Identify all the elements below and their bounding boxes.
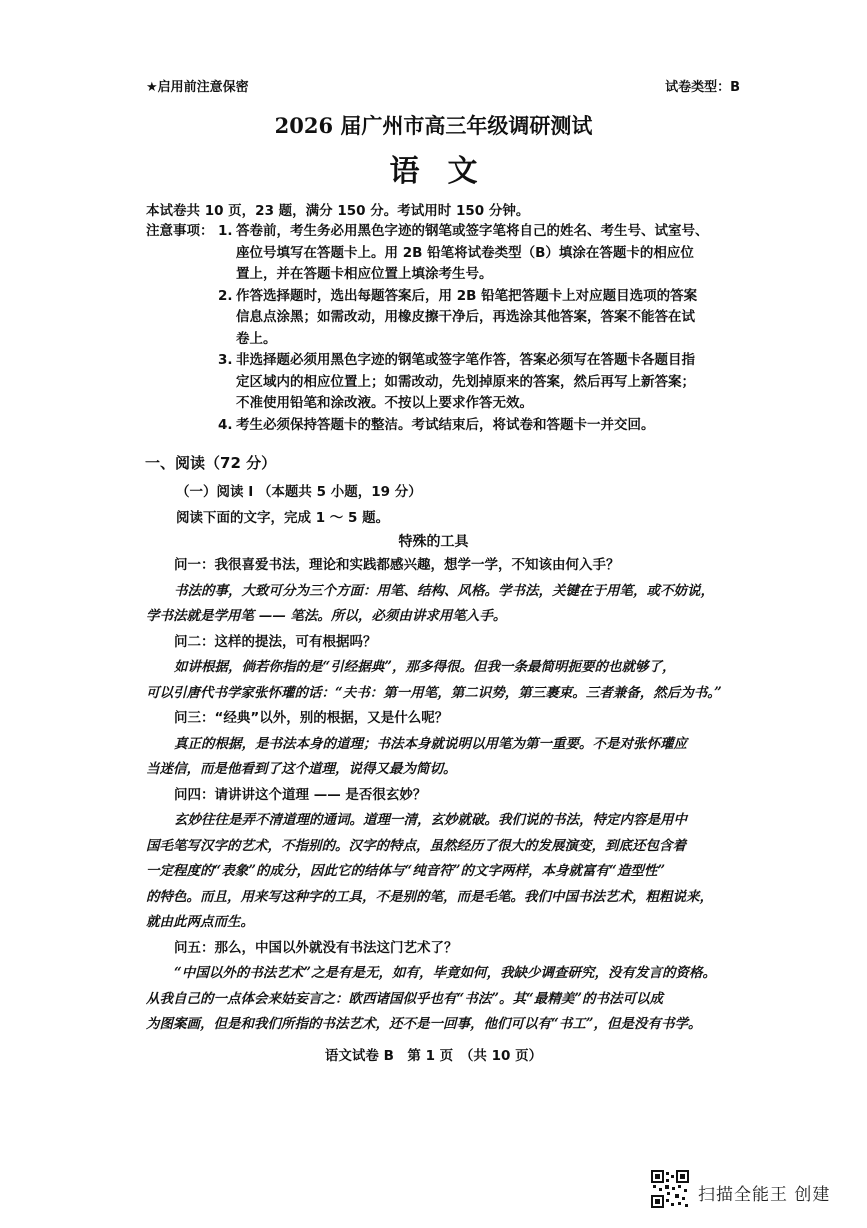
notes-item-number: 2. <box>218 287 233 304</box>
exam-title: 2026 届广州市高三年级调研测试 <box>274 113 593 138</box>
notes-list <box>146 221 746 436</box>
notes-item-line: 信息点涂黑；如需改动，用橡皮擦干净后，再选涂其他答案，答案不能答在试 <box>236 309 695 325</box>
page-footer: 语文试卷 B 第 1 页 （共 10 页） <box>324 1048 543 1064</box>
answer-line: 可以引唐代书学家张怀瓘的话：“夫书：第一用笔，第二识势，第三裹束。三者兼备，然后为书。” <box>146 684 722 701</box>
answer-line: 就由此两点而生。 <box>146 914 254 930</box>
answer-paragraph <box>146 732 746 783</box>
section-heading: 一、阅读（72 分） <box>145 454 277 472</box>
notes-item-line: 非选择题必须用黑色字迹的钢笔或签字笔作答，答案必须写在答题卡各题目指 <box>236 352 695 368</box>
exam-intro: 本试卷共 10 页，23 题，满分 150 分。考试用时 150 分钟。 <box>146 203 530 219</box>
notes-block <box>146 221 746 436</box>
question-text: 问二：这样的提法，可有根据吗？ <box>174 633 377 650</box>
answer-line: 一定程度的“表象”的成分，因此它的结体与“纯音符”的文字两样，本身就富有“造型性” <box>146 863 666 879</box>
confidential-label: ★启用前注意保密 <box>146 80 249 95</box>
answer-line: 当迷信，而是他看到了这个道理，说得又最为简切。 <box>146 761 457 777</box>
answer-line: 玄妙往往是弄不清道理的通词。道理一清，玄妙就破。我们说的书法，特定内容是用中 <box>174 812 687 828</box>
notes-item <box>218 415 746 437</box>
question-text: 问三：“经典”以外，别的根据，又是什么呢？ <box>174 710 449 726</box>
notes-item-line: 考生必须保持答题卡的整洁。考试结束后，将试卷和答题卡一并交回。 <box>236 416 655 433</box>
notes-item-line: 作答选择题时，选出每题答案后，用 2B 铅笔把答题卡上对应题目选项的答案 <box>236 287 698 304</box>
scanner-watermark: 扫描全能王 创建 <box>698 1185 831 1205</box>
notes-item <box>218 350 746 415</box>
notes-item-line: 答卷前，考生务必用黑色字迹的钢笔或签字笔将自己的姓名、考生号、试室号、 <box>236 223 709 239</box>
answer-line: 的特色。而且，用来写这种字的工具，不是别的笔，而是毛笔。我们中国书法艺术，粗粗说来， <box>146 888 713 905</box>
subsection-heading: （一）阅读 I （本题共 5 小题，19 分） <box>176 484 422 500</box>
answer-paragraph <box>146 808 746 936</box>
answer-line: “中国以外的书法艺术”之是有是无，如有，毕竟如何，我缺少调查研究，没有发言的资格。 <box>174 965 717 981</box>
notes-item-line: 卷上。 <box>236 330 277 347</box>
notes-item-line: 定区域内的相应位置上；如需改动，先划掉原来的答案，然后再写上新答案； <box>236 373 695 390</box>
answer-line: 学书法就是学用笔 —— 笔法。所以，必须由讲求用笔入手。 <box>146 608 507 624</box>
answer-line: 如讲根据，倘若你指的是“引经据典”，那多得很。但我一条最简明扼要的也就够了， <box>174 659 676 675</box>
answer-paragraph <box>146 655 746 706</box>
notes-item-line: 置上，并在答题卡相应位置上填涂考生号。 <box>236 266 493 282</box>
answer-line: 国毛笔写汉字的艺术，不指别的。汉字的特点，虽然经历了很大的发展演变，到底还包含着 <box>146 837 686 854</box>
notes-item-line: 座位号填写在答题卡上。用 2B 铅笔将试卷类型（B）填涂在答题卡的相应位 <box>236 244 694 261</box>
notes-item-number: 3. <box>218 352 233 368</box>
subject-title: 语文 <box>389 154 506 189</box>
notes-item-number: 1. <box>218 223 233 239</box>
notes-item <box>218 286 746 351</box>
notes-item-line: 不准使用铅笔和涂改液。不按以上要求作答无效。 <box>236 395 533 411</box>
notes-item-number: 4. <box>218 416 233 433</box>
notes-item <box>218 221 746 286</box>
answer-line: 真正的根据，是书法本身的道理；书法本身就说明以用笔为第一重要。不是对张怀瓘应 <box>174 735 687 752</box>
question-text: 问五：那么，中国以外就没有书法这门艺术了？ <box>174 939 458 956</box>
answer-line: 为图案画，但是和我们所指的书法艺术，还不是一回事，他们可以有“书工”，但是没有书学。 <box>146 1016 702 1032</box>
paper-type-label: 试卷类型：B <box>665 80 740 95</box>
article-title: 特殊的工具 <box>398 534 469 550</box>
answer-paragraph <box>146 579 746 630</box>
article-body <box>146 553 746 1038</box>
question-text: 问一：我很喜爱书法，理论和实践都感兴趣，想学一学，不知该由何入手？ <box>174 557 620 573</box>
answer-line: 书法的事，大致可分为三个方面：用笔、结构、风格。学书法，关键在于用笔，或不妨说， <box>174 582 714 599</box>
notes-lead: 注意事项： <box>146 223 214 239</box>
answer-line: 从我自己的一点体会来姑妄言之：欧西诸国似乎也有“书法”。其“最精美”的书法可以成 <box>146 990 664 1007</box>
question-text: 问四：请讲讲这个道理 —— 是否很玄妙？ <box>174 786 427 803</box>
qr-code-icon <box>651 1170 689 1208</box>
answer-paragraph <box>146 961 746 1038</box>
reading-instruction: 阅读下面的文字，完成 1 ～ 5 题。 <box>176 510 390 526</box>
